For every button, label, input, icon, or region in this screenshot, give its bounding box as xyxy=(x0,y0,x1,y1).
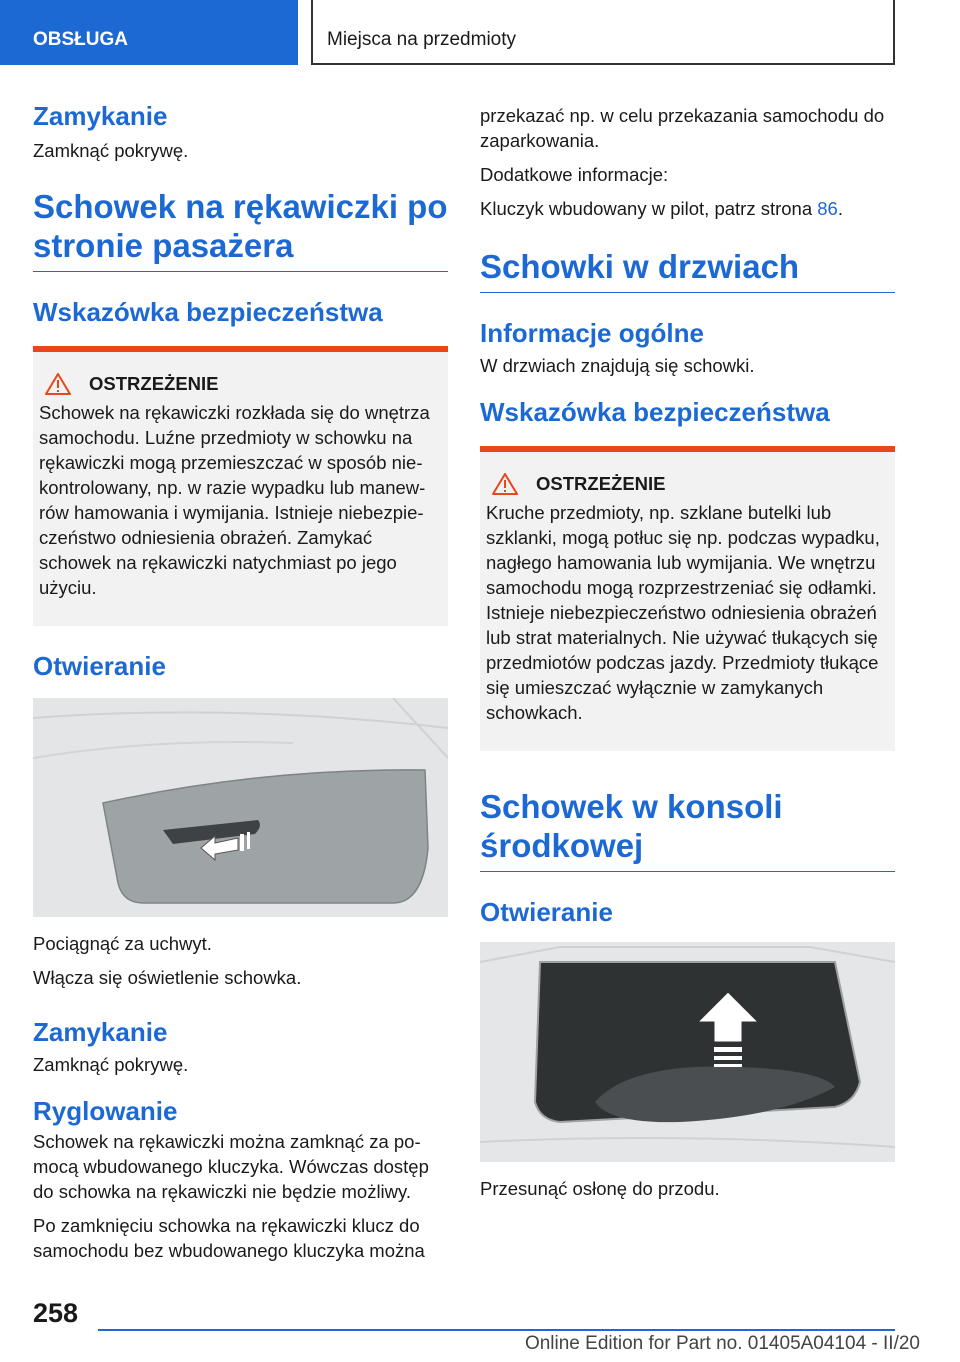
glovebox-figure xyxy=(33,698,448,917)
page-link-86[interactable]: 86 xyxy=(817,198,838,219)
locking-text-2: Po zamknięciu schowka na rękawiczki klucz do samochodu bez wbudowanego kluczyka można xyxy=(33,1215,425,1261)
additional-info-label: Dodatkowe informacje: xyxy=(480,164,669,185)
general-info-heading: Informacje ogólne xyxy=(480,318,704,348)
warning-label-right: OSTRZEŻENIE xyxy=(536,473,666,494)
right-column xyxy=(480,100,895,1201)
console-storage-heading: Schowek w konsoli środkowej xyxy=(480,787,895,872)
opening-heading: Otwieranie xyxy=(33,651,166,681)
warning-box xyxy=(33,346,448,626)
closing-heading-2: Zamykanie xyxy=(33,1017,168,1047)
page-number: 258 xyxy=(33,1298,79,1328)
console-figure xyxy=(480,942,895,1162)
locking-text-1: Schowek na rękawiczki można zamknąć za pomocą wbudowanego kluczyka. Wówczas dostęp do schowka na rękawiczki nie będzie możliwy. xyxy=(33,1131,429,1202)
warning-triangle-icon xyxy=(45,373,71,395)
locking-heading: Ryglowanie xyxy=(33,1096,178,1126)
warning-triangle-icon xyxy=(492,473,518,495)
warning-text-right: Kruche przedmioty, np. szklane butelki lub szklanki, mogą potłuc się np. podczas wypadku, nagłego hamowania lub wymijania. We wnętrzu samochodu mogą rozprzestrzeniać się odłamki. Istnieje niebezpieczeństwo odniesienia obrażeń lub strat materialnych. Nie używać tłukących się przedmiotów podczas jazdy. Przedmioty tłukące się umieszczać wyłącznie w zamykanych schowkach. xyxy=(486,502,880,723)
console-opening-text: Przesunąć osłonę do przodu. xyxy=(480,1178,720,1199)
section-tab xyxy=(0,0,298,65)
closing-text: Zamknąć pokrywę. xyxy=(33,140,189,161)
warning-text: Schowek na rękawiczki rozkłada się do wnętrza samochodu. Luźne przedmioty w schowku na rękawiczki mogą przemieszczać w sposób niekontrolowany, np. w razie wypadku lub manewrów hamowania i wymijania. Istnieje niebezpieczeństwo odniesienia obrażeń. Zamykać schowek na rękawiczki natychmiast po jego użyciu. xyxy=(39,402,430,598)
door-storage-heading: Schowki w drzwiach xyxy=(480,247,895,293)
glovebox-heading: Schowek na rękawiczki po stronie pasażera xyxy=(33,187,448,272)
closing-text-2: Zamknąć pokrywę. xyxy=(33,1054,189,1075)
edition-note: Online Edition for Part no. 01405A04104 - II/20 xyxy=(524,1333,920,1354)
left-column xyxy=(33,100,448,1263)
chapter-header xyxy=(311,0,895,65)
footer-divider xyxy=(98,1329,895,1331)
console-illustration xyxy=(480,942,895,1162)
console-opening-heading: Otwieranie xyxy=(480,897,613,927)
continued-text: przekazać np. w celu przekazania samochodu do zaparkowania. xyxy=(480,105,885,151)
safety-heading-right: Wskazówka bezpieczeństwa xyxy=(480,397,830,427)
section-label: OBSŁUGA xyxy=(33,29,128,50)
general-info-text: W drzwiach znajdują się schowki. xyxy=(480,355,755,376)
glovebox-illustration xyxy=(33,698,448,917)
warning-label: OSTRZEŻENIE xyxy=(89,373,219,394)
chapter-title: Miejsca na przedmioty xyxy=(327,29,517,50)
safety-heading: Wskazówka bezpieczeństwa xyxy=(33,297,383,327)
closing-heading: Zamykanie xyxy=(33,101,168,131)
key-info-text: Kluczyk wbudowany w pilot, patrz strona 86. xyxy=(480,198,843,219)
opening-text-pull: Pociągnąć za uchwyt. xyxy=(33,933,212,954)
warning-box-right xyxy=(480,446,895,751)
opening-text-light: Włącza się oświetlenie schowka. xyxy=(33,967,302,988)
